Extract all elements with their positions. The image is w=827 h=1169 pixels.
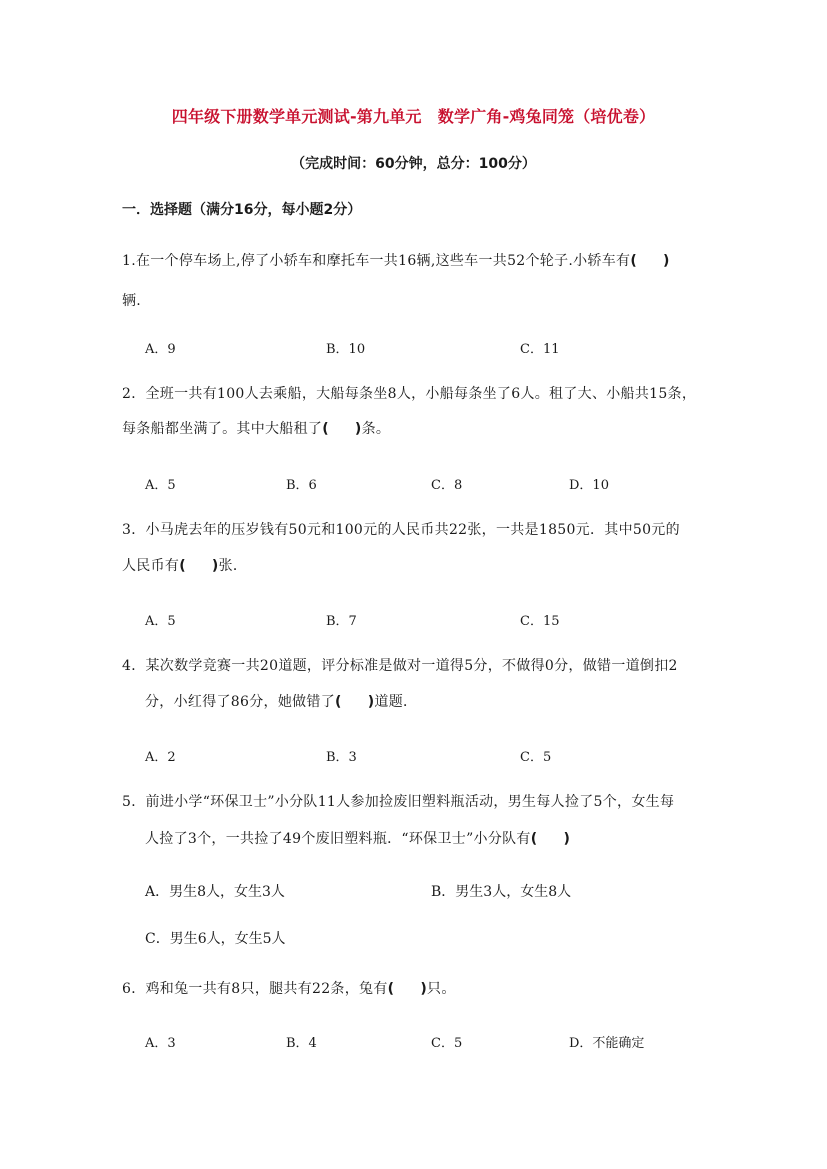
question-4-line-2: 分，小红得了86分，她做错了( )道题．	[145, 694, 418, 710]
answer-blank-5: ( )	[530, 831, 571, 847]
question-6-option-d: D．不能确定	[569, 1036, 645, 1051]
question-1-option-b: B．10	[326, 342, 366, 357]
question-6-option-b: B．4	[286, 1036, 317, 1051]
question-1-option-c: C．11	[520, 342, 560, 357]
question-3-line-1: 3．小马虎去年的压岁钱有50元和100元的人民币共22张，一共是1850元．其中50元的	[122, 522, 680, 538]
question-2-option-b: B．6	[286, 478, 317, 493]
question-6-option-c: C．5	[431, 1036, 463, 1051]
question-2-option-c: C．8	[431, 478, 463, 493]
question-4-option-b: B．3	[326, 750, 357, 765]
answer-blank-4: ( )	[335, 694, 375, 710]
question-1-line-2: 辆.	[122, 293, 142, 309]
page-title: 四年级下册数学单元测试-第九单元 数学广角-鸡兔同笼（培优卷）	[171, 107, 656, 126]
question-1-text: 1.在一个停车场上,停了小轿车和摩托车一共16辆,这些车一共52个轮子.小轿车有	[122, 253, 631, 269]
question-3-option-a: A．5	[145, 614, 176, 629]
answer-blank-2: ( )	[322, 421, 362, 437]
question-4-option-a: A．2	[145, 750, 176, 765]
question-5-option-b: B．男生3人，女生8人	[431, 884, 572, 900]
question-5-option-a: A．男生8人，女生3人	[145, 884, 285, 900]
question-2-line-1: 2．全班一共有100人去乘船，大船每条坐8人，小船每条坐了6人。租了大、小船共15条，	[122, 386, 697, 402]
question-1-line-1	[122, 250, 670, 270]
question-1-option-a: A．9	[145, 342, 176, 357]
question-3-option-c: C．15	[520, 614, 560, 629]
question-6-line-1: 6．鸡和兔一共有8只，腿共有22条，兔有( )只。	[122, 981, 456, 997]
question-2-option-a: A．5	[145, 478, 176, 493]
question-5-option-c: C．男生6人，女生5人	[145, 931, 286, 947]
question-4-option-c: C．5	[520, 750, 552, 765]
question-5-line-2: 人捡了3个，一共捡了49个废旧塑料瓶．“环保卫士”小分队有( )	[145, 831, 571, 847]
answer-blank-3: ( )	[179, 558, 219, 574]
section-heading: 一．选择题（满分16分，每小题2分）	[122, 202, 362, 218]
page-subtitle: （完成时间：60分钟，总分：100分）	[291, 156, 536, 172]
answer-blank-1: ( )	[630, 253, 670, 269]
answer-blank-6: ( )	[387, 981, 428, 997]
question-4-line-1: 4．某次数学竞赛一共20道题，评分标准是做对一道得5分，不做得0分，做错一道倒扣2	[122, 658, 678, 674]
question-3-option-b: B．7	[326, 614, 357, 629]
question-2-line-2: 每条船都坐满了。其中大船租了( )条。	[122, 421, 391, 437]
question-6-option-a: A．3	[145, 1036, 176, 1051]
question-5-line-1: 5．前进小学“环保卫士”小分队11人参加捡废旧塑料瓶活动，男生每人捡了5个，女生每	[122, 794, 675, 810]
question-2-option-d: D．10	[569, 478, 609, 493]
question-3-line-2: 人民币有( )张．	[122, 558, 248, 574]
